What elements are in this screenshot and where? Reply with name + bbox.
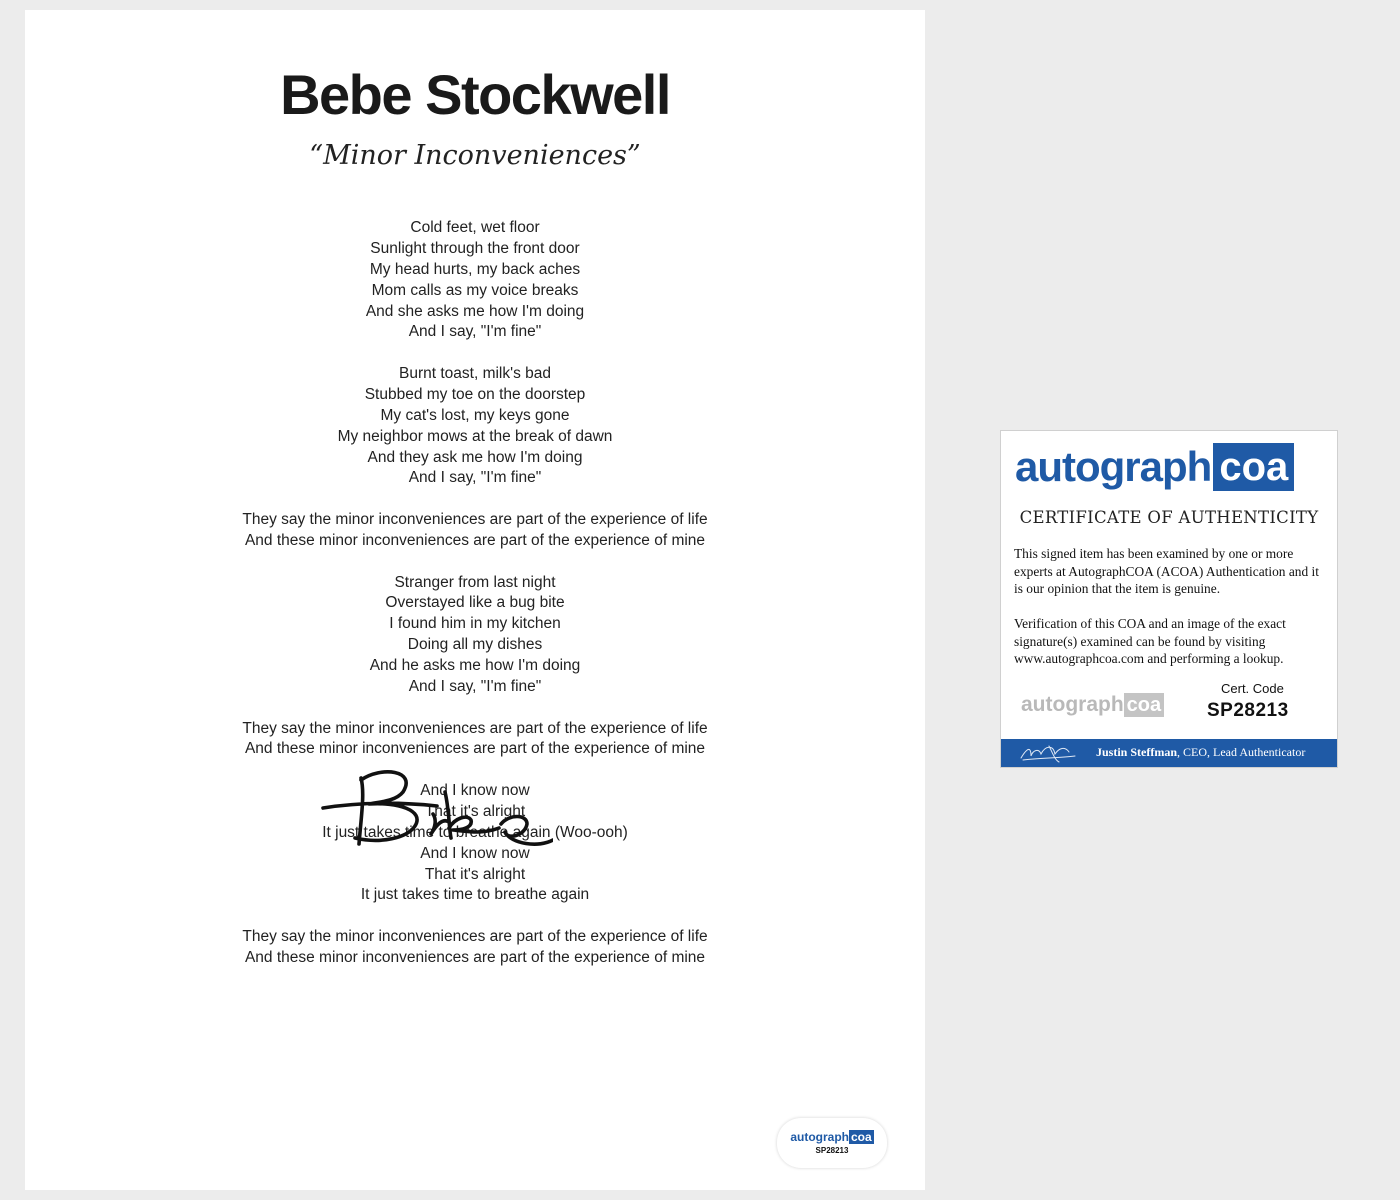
lyric-line: Sunlight through the front door — [370, 239, 580, 257]
lyric-line: Cold feet, wet floor — [410, 219, 540, 236]
lyric-line: And these minor inconveniences are part of the experience of mine — [244, 948, 706, 966]
certificate-footer — [1001, 739, 1337, 767]
lyric-line: And they ask me how I'm doing — [367, 448, 583, 466]
artist-name: Bebe Stockwell — [280, 63, 670, 126]
authenticity-sticker — [777, 1118, 887, 1168]
sticker-logo: autograph coa — [790, 1130, 872, 1144]
lyric-line: And I say, "I'm fine" — [408, 323, 542, 341]
lyric-line: My neighbor mows at the break of dawn — [337, 427, 613, 445]
lyric-stanza — [25, 573, 925, 698]
lyric-line: And I know now — [420, 844, 530, 862]
cert-code-label: Cert. Code — [1221, 681, 1284, 696]
lyric-sheet — [25, 10, 925, 1190]
authenticator-line: Justin Steffman, CEO, Lead Authenticator — [1096, 745, 1306, 759]
certificate-title: CERTIFICATE OF AUTHENTICITY — [1019, 508, 1319, 527]
lyric-line: They say the minor inconveniences are part of the experience of life — [242, 511, 708, 529]
lyric-line: They say the minor inconveniences are part of the experience of life — [242, 928, 708, 946]
lyric-line: I found him in my kitchen — [389, 615, 561, 633]
certificate-paragraph-2: Verification of this COA and an image of the exact signature(s) examined can be found by visiting www.autographcoa.com and performing a lookup. — [1014, 616, 1286, 666]
lyric-line: That it's alright — [424, 865, 526, 883]
lyric-line: Stranger from last night — [394, 573, 556, 591]
certificate-paragraph-1: This signed item has been examined by one or more experts at AutographCOA (ACOA) Authentication and it is our opinion that the item is genuine. — [1014, 546, 1319, 596]
certificate-watermark-logo: autograph coa — [1021, 693, 1164, 717]
lyric-stanza — [25, 510, 925, 552]
lyric-line: And I say, "I'm fine" — [408, 469, 542, 487]
authenticator-signature — [1019, 742, 1077, 764]
lyric-stanza — [25, 218, 925, 343]
lyric-stanza — [25, 719, 925, 761]
lyrics-block — [25, 218, 925, 990]
certificate-card — [1000, 430, 1338, 768]
lyric-line: That it's alright — [424, 802, 526, 820]
lyric-line: And I know now — [420, 782, 530, 800]
lyric-line: Stubbed my toe on the doorstep — [364, 385, 586, 403]
lyric-line: My head hurts, my back aches — [369, 260, 581, 278]
song-title: “Minor Inconveniences” — [309, 140, 641, 171]
lyric-line: And I say, "I'm fine" — [408, 677, 542, 695]
lyric-line: Burnt toast, milk's bad — [399, 365, 551, 383]
lyric-stanza — [25, 364, 925, 489]
lyric-line: Overstayed like a bug bite — [385, 594, 565, 612]
sticker-code: SP28213 — [815, 1146, 849, 1155]
lyric-line: It just takes time to breathe again (Woo-ooh) — [322, 823, 628, 841]
lyric-line: Doing all my dishes — [407, 636, 543, 654]
handwritten-signature — [321, 758, 553, 854]
lyric-line: And she asks me how I'm doing — [365, 302, 585, 320]
lyric-line: They say the minor inconveniences are part of the experience of life — [242, 719, 708, 737]
lyric-line: Mom calls as my voice breaks — [371, 281, 579, 299]
certificate-logo: autograph coa — [1015, 443, 1294, 491]
lyric-stanza — [25, 927, 925, 969]
lyric-line: And these minor inconveniences are part of the experience of mine — [244, 740, 706, 758]
cert-code: SP28213 — [1207, 700, 1289, 721]
lyric-line: And he asks me how I'm doing — [369, 657, 581, 675]
lyric-line: It just takes time to breathe again — [360, 886, 590, 904]
lyric-line: And these minor inconveniences are part of the experience of mine — [244, 531, 706, 549]
lyric-line: My cat's lost, my keys gone — [380, 406, 570, 424]
